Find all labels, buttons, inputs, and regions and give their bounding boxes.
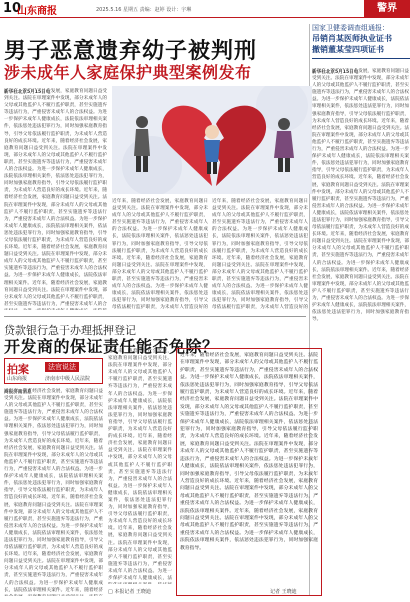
sidebar-lead: 新华社北京5月15日电 [312,70,359,75]
column-logo-sub: 山东商报 [7,376,28,382]
article1-body-left [4,88,107,310]
article2-body-left [4,388,103,596]
judge-commentary-box [176,348,322,596]
article2-byline: □ 本报记者 王晓迪 [108,589,151,595]
article1-lead: 新华社北京5月15日电 [4,90,51,95]
issue-meta: 2025.5.16 星期五 责编：赵婷 设计：宇琳 [96,7,192,13]
sidebar-rule [312,58,410,59]
header-rule [0,17,364,18]
sidebar-kicker: 国家卫健委调查组通报： [312,24,389,32]
sidebar-headline-2: 撤销董某莹四项证书 [312,45,384,54]
page-number: 10 [3,1,22,16]
article2-headline: 开发商的保证责任能否免除？ [4,337,219,356]
section-label: 警界 [364,0,410,18]
judge-byline: 记者 王晓迪 [270,589,297,595]
article1-headline: 男子恶意遗弃幼子被判刑 [4,39,258,64]
column-logo: 拍案 [7,363,29,376]
paper-name: 山东商报 [17,6,57,17]
article1-subheadline: 涉未成年人家庭保护典型案例发布 [4,63,252,82]
column-tag: 法官说法 [45,362,79,372]
article-illustration [112,86,312,194]
column-logo-box [4,358,103,384]
article-divider [4,316,306,317]
page-header [0,0,410,18]
column-org: 济南市中级人民法院 [45,376,91,382]
sidebar-article [312,24,410,62]
judge-commentary-text [180,352,318,592]
sidebar-headline-1: 吊销肖某医师执业证书 [312,34,392,43]
article2-lead: 商报济南消息 [4,390,32,395]
broken-heart-family-illustration [112,86,312,194]
sidebar-body-text [312,68,409,596]
article2-body-mid [108,348,172,584]
article2-kicker: 贷款银行急于办理抵押登记 [4,324,136,337]
article1-body-mid1 [112,198,208,310]
article1-body-mid2 [212,198,308,310]
